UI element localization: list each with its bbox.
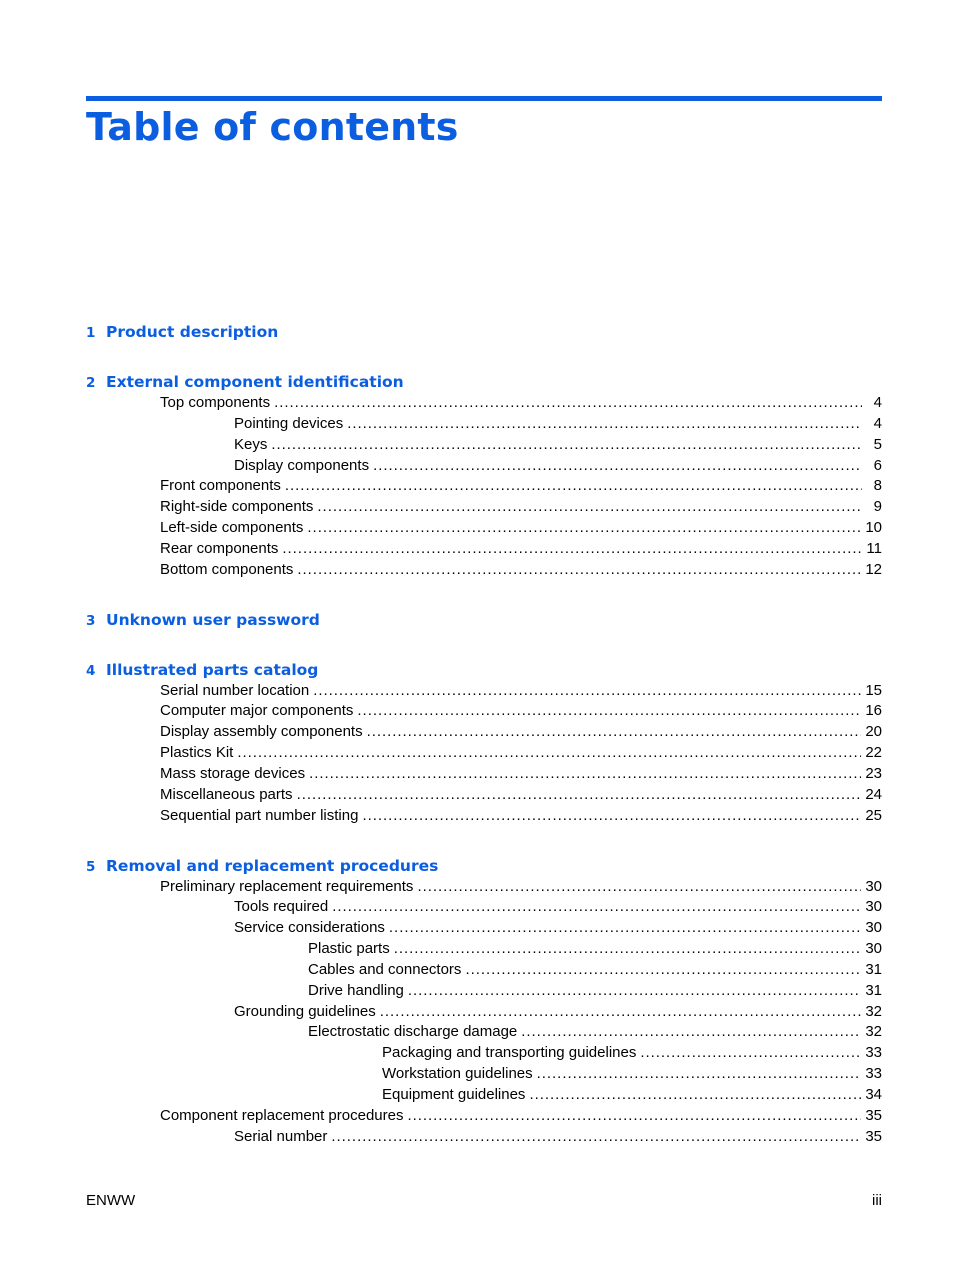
toc-entry[interactable]	[86, 1022, 882, 1043]
chapter-number: 1	[86, 325, 96, 341]
toc-entry-label[interactable]: Keys	[234, 435, 268, 453]
dot-leader	[332, 897, 861, 918]
table-of-contents	[86, 322, 882, 1147]
dot-leader	[373, 456, 862, 477]
dot-leader	[394, 939, 862, 960]
toc-entry[interactable]	[86, 764, 882, 785]
toc-entry-page-number[interactable]: 11	[866, 539, 882, 557]
toc-entry-label[interactable]: Preliminary replacement requirements	[160, 877, 414, 895]
toc-entry-label[interactable]: Electrostatic discharge damage	[308, 1023, 518, 1041]
toc-entry[interactable]	[86, 743, 882, 764]
toc-entry[interactable]	[86, 785, 882, 806]
dot-leader	[307, 518, 861, 539]
chapter-heading[interactable]	[86, 660, 882, 681]
toc-entry-label[interactable]: Workstation guidelines	[382, 1065, 533, 1083]
dot-leader	[297, 785, 862, 806]
toc-entry-label[interactable]: Serial number location	[160, 681, 310, 699]
toc-entry[interactable]	[86, 701, 882, 722]
toc-entry-label[interactable]: Tools required	[234, 898, 329, 916]
toc-entry-page-number[interactable]: 30	[865, 898, 882, 916]
footer-left-label: ENWW	[86, 1192, 136, 1209]
dot-leader	[317, 497, 862, 518]
toc-entry-label[interactable]: Left-side components	[160, 519, 304, 537]
toc-entry[interactable]	[86, 1064, 882, 1085]
toc-entry-page-number[interactable]: 12	[865, 560, 882, 578]
dot-leader	[347, 414, 862, 435]
toc-entry-label[interactable]: Packaging and transporting guidelines	[382, 1044, 637, 1062]
toc-entry-page-number[interactable]: 32	[865, 1002, 882, 1020]
toc-entry[interactable]	[86, 1002, 882, 1023]
toc-entry[interactable]	[86, 518, 882, 539]
toc-entry-label[interactable]: Miscellaneous parts	[160, 785, 293, 803]
toc-entry-page-number[interactable]: 31	[865, 960, 882, 978]
toc-entry-page-number[interactable]: 24	[865, 785, 882, 803]
dot-leader	[271, 435, 862, 456]
toc-entry[interactable]	[86, 918, 882, 939]
toc-entry-label[interactable]: Display assembly components	[160, 723, 363, 741]
dot-leader	[465, 960, 861, 981]
toc-entry[interactable]	[86, 393, 882, 414]
toc-entry-page-number[interactable]: 34	[865, 1085, 882, 1103]
toc-entry[interactable]	[86, 960, 882, 981]
toc-entry[interactable]	[86, 1043, 882, 1064]
toc-entry-page-number[interactable]: 35	[865, 1106, 882, 1124]
dot-leader	[309, 764, 861, 785]
toc-entry-page-number[interactable]: 10	[865, 519, 882, 537]
dot-leader	[357, 701, 861, 722]
toc-entry-label[interactable]: Display components	[234, 456, 370, 474]
page-title: Table of contents	[86, 105, 459, 149]
toc-entry-page-number[interactable]: 4	[873, 414, 882, 432]
dot-leader	[529, 1085, 861, 1106]
toc-entry-page-number[interactable]: 4	[873, 394, 882, 411]
toc-entry-page-number[interactable]: 31	[865, 981, 882, 999]
toc-entry[interactable]	[86, 981, 882, 1002]
page-number: iii	[872, 1192, 882, 1209]
dot-leader	[417, 877, 861, 898]
toc-entry-label[interactable]: Computer major components	[160, 702, 354, 720]
dot-leader	[389, 918, 861, 939]
dot-leader	[367, 722, 862, 743]
toc-entry-label[interactable]: Rear components	[160, 539, 279, 557]
toc-entry[interactable]	[86, 560, 882, 581]
toc-entry[interactable]	[86, 681, 882, 702]
toc-entry-page-number[interactable]: 35	[865, 1127, 882, 1145]
toc-entry-label[interactable]: Serial number	[234, 1127, 328, 1145]
toc-entry-label[interactable]: Equipment guidelines	[382, 1085, 526, 1103]
toc-entry-label[interactable]: Bottom components	[160, 560, 294, 578]
toc-entry-page-number[interactable]: 23	[865, 764, 882, 782]
toc-entry-page-number[interactable]: 5	[873, 435, 882, 453]
page-footer	[86, 1192, 882, 1209]
chapter-title[interactable]: Removal and replacement procedures	[106, 856, 439, 875]
chapter-heading[interactable]	[86, 610, 882, 631]
toc-entry[interactable]	[86, 435, 882, 456]
chapter-heading[interactable]	[86, 372, 882, 393]
title-rule	[86, 96, 882, 101]
chapter-number: 3	[86, 612, 96, 629]
toc-entry-label[interactable]: Right-side components	[160, 498, 314, 516]
toc-entry-label[interactable]: Sequential part number listing	[160, 806, 359, 824]
toc-entry[interactable]	[86, 722, 882, 743]
chapter-number: 4	[86, 662, 96, 679]
toc-entry-page-number[interactable]: 6	[873, 456, 882, 474]
toc-entry-label[interactable]: Front components	[160, 477, 281, 495]
dot-leader	[380, 1002, 862, 1023]
toc-entry-label[interactable]: Pointing devices	[234, 414, 344, 432]
toc-entry-page-number[interactable]: 30	[865, 919, 882, 937]
dot-leader	[285, 476, 862, 497]
dot-leader	[237, 743, 861, 764]
toc-entry[interactable]	[86, 806, 882, 827]
dot-leader	[282, 539, 862, 560]
toc-entry-page-number[interactable]: 30	[865, 877, 882, 895]
toc-entry-page-number[interactable]: 33	[865, 1065, 882, 1083]
toc-entry[interactable]	[86, 414, 882, 435]
dot-leader	[274, 393, 862, 414]
dot-leader	[640, 1043, 861, 1064]
dot-leader	[313, 681, 861, 702]
dot-leader	[362, 806, 861, 827]
toc-entry[interactable]	[86, 1106, 882, 1127]
chapter-heading[interactable]	[86, 856, 882, 877]
chapter-title[interactable]: Product description	[106, 323, 279, 341]
dot-leader	[408, 981, 861, 1002]
dot-leader	[331, 1127, 861, 1148]
toc-entry[interactable]	[86, 897, 882, 918]
toc-entry-label[interactable]: Plastics Kit	[160, 744, 234, 762]
toc-entry-page-number[interactable]: 9	[873, 498, 882, 516]
toc-entry-label[interactable]: Mass storage devices	[160, 764, 306, 782]
toc-entry-label[interactable]: Component replacement procedures	[160, 1106, 404, 1124]
toc-entry[interactable]	[86, 877, 882, 898]
chapter-title[interactable]: Illustrated parts catalog	[106, 660, 319, 679]
dot-leader	[297, 560, 861, 581]
toc-entry-label[interactable]: Drive handling	[308, 981, 404, 999]
chapter-heading[interactable]	[86, 322, 882, 343]
dot-leader	[521, 1022, 861, 1043]
dot-leader	[537, 1064, 862, 1085]
toc-entry-page-number[interactable]: 32	[865, 1023, 882, 1041]
toc-entry[interactable]	[86, 939, 882, 960]
toc-entry-page-number[interactable]: 15	[865, 681, 882, 699]
chapter-title[interactable]: External component identification	[106, 373, 404, 391]
toc-entry-page-number[interactable]: 25	[865, 806, 882, 824]
chapter-title[interactable]: Unknown user password	[106, 610, 320, 629]
toc-entry[interactable]	[86, 476, 882, 497]
toc-entry-page-number[interactable]: 30	[865, 940, 882, 958]
toc-entry[interactable]	[86, 1127, 882, 1148]
toc-entry-page-number[interactable]: 22	[865, 744, 882, 762]
toc-entry[interactable]	[86, 539, 882, 560]
toc-entry-label[interactable]: Top components	[160, 394, 271, 411]
toc-entry-page-number[interactable]: 16	[865, 702, 882, 720]
toc-entry-page-number[interactable]: 20	[865, 723, 882, 741]
toc-entry-label[interactable]: Grounding guidelines	[234, 1002, 376, 1020]
toc-entry[interactable]	[86, 1085, 882, 1106]
toc-entry-page-number[interactable]: 33	[865, 1044, 882, 1062]
toc-entry-page-number[interactable]: 8	[873, 477, 882, 495]
toc-entry[interactable]	[86, 497, 882, 518]
toc-entry[interactable]	[86, 456, 882, 477]
toc-entry-label[interactable]: Service considerations	[234, 919, 385, 937]
chapter-number: 2	[86, 375, 96, 391]
dot-leader	[407, 1106, 861, 1127]
toc-entry-label[interactable]: Cables and connectors	[308, 960, 462, 978]
chapter-number: 5	[86, 858, 96, 875]
toc-entry-label[interactable]: Plastic parts	[308, 940, 390, 958]
